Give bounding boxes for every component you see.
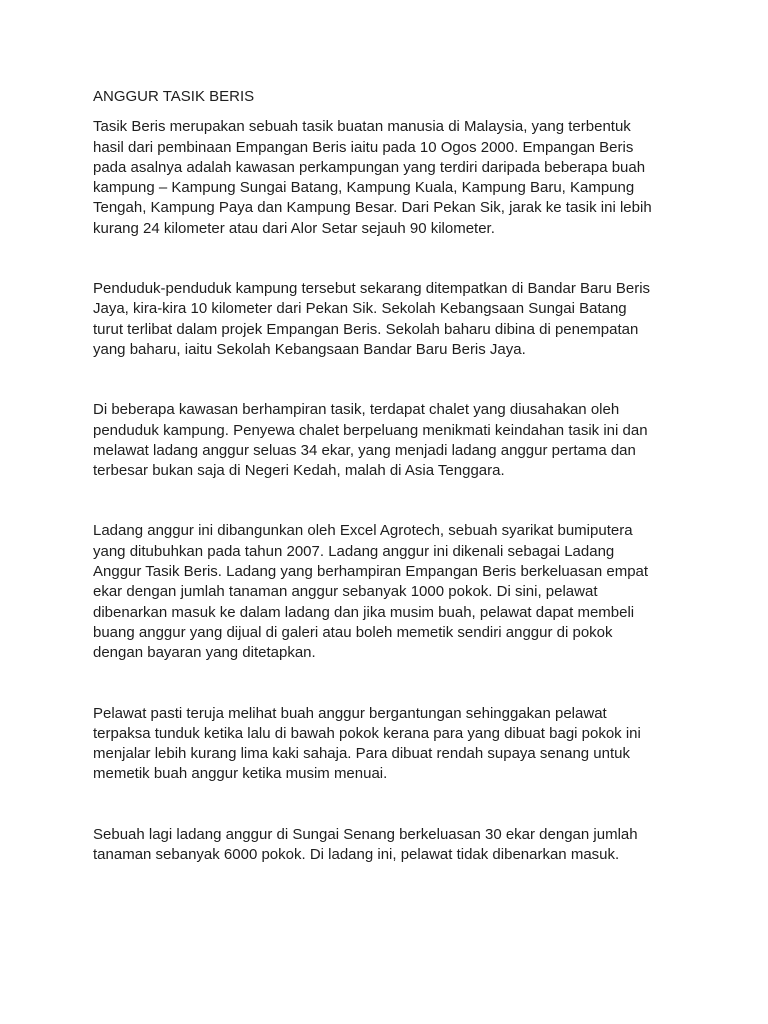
paragraph-3 bbox=[93, 400, 683, 481]
text-line: penduduk kampung. Penyewa chalet berpeluang menikmati keindahan tasik ini dan bbox=[93, 421, 648, 439]
text-line: yang baharu, iaitu Sekolah Kebangsaan Bandar Baru Beris Jaya. bbox=[93, 340, 526, 358]
text-line: kampung – Kampung Sungai Batang, Kampung Kuala, Kampung Baru, Kampung bbox=[93, 179, 635, 197]
text-line: terbesar bukan saja di Negeri Kedah, malah di Asia Tenggara. bbox=[93, 462, 505, 480]
text-line: turut terlibat dalam projek Empangan Beris. Sekolah baharu dibina di penempatan bbox=[93, 320, 639, 338]
text-line: hasil dari pembinaan Empangan Beris iaitu pada 10 Ogos 2000. Empangan Beris bbox=[93, 138, 634, 156]
text-line: Di beberapa kawasan berhampiran tasik, terdapat chalet yang diusahakan oleh bbox=[93, 401, 620, 419]
text-line: kurang 24 kilometer atau dari Alor Setar sejauh 90 kilometer. bbox=[93, 219, 495, 237]
text-line: buang anggur yang dijual di galeri atau boleh memetik sendiri anggur di pokok bbox=[93, 623, 613, 641]
paragraph-6 bbox=[93, 825, 683, 866]
text-line: Penduduk-penduduk kampung tersebut sekarang ditempatkan di Bandar Baru Beris bbox=[93, 280, 651, 298]
document-page bbox=[93, 87, 683, 865]
text-line: dibenarkan masuk ke dalam ladang dan jika musim buah, pelawat dapat membeli bbox=[93, 603, 635, 621]
text-line: memetik buah anggur ketika musim menuai. bbox=[93, 765, 388, 783]
text-line: Pelawat pasti teruja melihat buah anggur bergantungan sehinggakan pelawat bbox=[93, 704, 607, 722]
paragraph-2 bbox=[93, 279, 683, 360]
text-line: melawat ladang anggur seluas 34 ekar, yang menjadi ladang anggur pertama dan bbox=[93, 441, 636, 459]
text-line: menjalar lebih kurang lima kaki sahaja. Para dibuat rendah supaya senang untuk bbox=[93, 745, 631, 763]
paragraph-1 bbox=[93, 117, 683, 239]
text-line: Tasik Beris merupakan sebuah tasik buatan manusia di Malaysia, yang terbentuk bbox=[93, 118, 631, 136]
document-title: ANGGUR TASIK BERIS bbox=[93, 88, 255, 105]
paragraph-5 bbox=[93, 704, 683, 785]
text-line: tanaman sebanyak 6000 pokok. Di ladang ini, pelawat tidak dibenarkan masuk. bbox=[93, 846, 620, 864]
text-line: Sebuah lagi ladang anggur di Sungai Senang berkeluasan 30 ekar dengan jumlah bbox=[93, 825, 638, 843]
text-line: Ladang anggur ini dibangunkan oleh Excel Agrotech, sebuah syarikat bumiputera bbox=[93, 522, 633, 540]
text-line: terpaksa tunduk ketika lalu di bawah pokok kerana para yang dibuat bagi pokok ini bbox=[93, 724, 641, 742]
text-line: Jaya, kira-kira 10 kilometer dari Pekan Sik. Sekolah Kebangsaan Sungai Batang bbox=[93, 300, 627, 318]
text-line: Tengah, Kampung Paya dan Kampung Besar. Dari Pekan Sik, jarak ke tasik ini lebih bbox=[93, 199, 652, 217]
text-line: ekar dengan jumlah tanaman anggur sebanyak 1000 pokok. Di sini, pelawat bbox=[93, 583, 598, 601]
text-line: dengan bayaran yang ditetapkan. bbox=[93, 644, 316, 662]
text-line: Anggur Tasik Beris. Ladang yang berhampiran Empangan Beris berkeluasan empat bbox=[93, 563, 649, 581]
text-line: yang ditubuhkan pada tahun 2007. Ladang anggur ini dikenali sebagai Ladang bbox=[93, 542, 615, 560]
text-line: pada asalnya adalah kawasan perkampungan yang terdiri daripada beberapa buah bbox=[93, 158, 646, 176]
paragraph-4 bbox=[93, 521, 683, 663]
